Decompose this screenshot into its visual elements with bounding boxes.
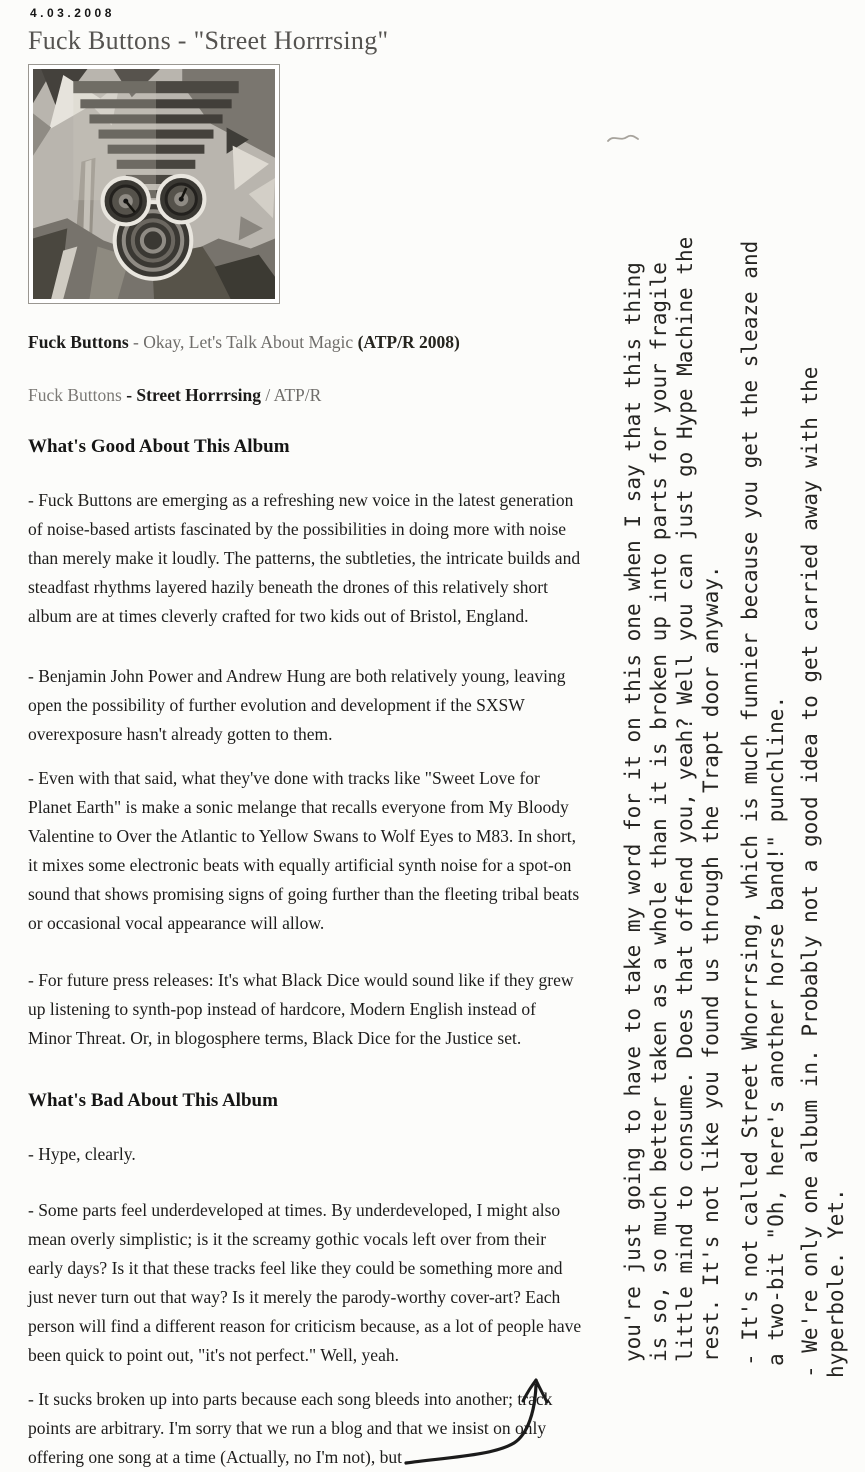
post-title: Fuck Buttons - "Street Horrrsing" bbox=[28, 26, 389, 55]
paragraph: - Benjamin John Power and Andrew Hung are both relatively young, leaving open the possibility of further evolution and development if the SXSW overexposure hasn't already gotten to them. bbox=[28, 666, 566, 744]
section-heading-good: What's Good About This Album bbox=[28, 436, 290, 457]
paragraph: - Some parts feel underdeveloped at times. By underdeveloped, I might also mean overly simplistic; is it the screamy gothic vocals left over from their early days? Is it that these tracks feel like they could be something more and just never turn out that way? Is it merely the parody-worthy cover-art? Each person will find a different reason for criticism because, as a lot of people have been quick to point out, "it's not perfect." Well, yeah. bbox=[28, 1200, 582, 1365]
release-line bbox=[28, 330, 584, 354]
record-label: (ATP/R 2008) bbox=[357, 332, 460, 352]
paragraph: - Fuck Buttons are emerging as a refreshing new voice in the latest generation of noise-based artists fascinated by the possibilities in doing more with noise than merely make it loudly. The patterns, the subtleties, the intricate builds and steadfast rhythms layered hazily beneath the drones of this relatively short album are at times cleverly crafted for two kids out of Bristol, England. bbox=[28, 490, 581, 626]
release-line bbox=[28, 383, 584, 407]
paragraph: - For future press releases: It's what Black Dice would sound like if they grew up listening to synth-pop instead of hardcore, Modern English instead of Minor Threat. Or, in blogosphere terms, Black Dice for the Justice set. bbox=[28, 970, 574, 1048]
section-heading-bad: What's Bad About This Album bbox=[28, 1090, 278, 1111]
record-label: / ATP/R bbox=[265, 385, 322, 405]
margin-note: you're just going to have to take my word for it on this one when I say that this thing is so, so much better taken as a whole than it is broken up into parts for your fragile little mind to consume. Does that offend you, yeah? Well you can just go Hype Machine the rest. It's not like you found us through the Trapt door anyway. bbox=[621, 236, 723, 1362]
post-date: 4.03.2008 bbox=[30, 6, 115, 20]
margin-note: - We're only one album in. Probably not a good idea to get carried away with the hyperbole. Yet. bbox=[798, 366, 848, 1378]
artist-name: Fuck Buttons bbox=[28, 385, 122, 405]
album-cover-image bbox=[33, 69, 275, 299]
paragraph: - Even with that said, what they've done with tracks like "Sweet Love for Planet Earth" is make a sonic melange that recalls everyone from My Bloody Valentine to Over the Atlantic to Yellow Swans to Wolf Eyes to M83. In short, it mixes some electronic beats with equally artificial synth noise for a spot-on sound that shows promising signs of going further than the fleeting tribal beats or occasional vocal appearance will allow. bbox=[28, 768, 580, 933]
artist-name: Fuck Buttons bbox=[28, 332, 129, 352]
album-cover-frame bbox=[28, 64, 280, 304]
margin-note: - It's not called Street Whorrrsing, which is much funnier because you get the sleaze and a two-bit "Oh, here's another horse band!" punchline. bbox=[738, 240, 788, 1366]
scan-squiggle-mark bbox=[606, 132, 640, 146]
paragraph bbox=[28, 1385, 584, 1472]
album-title: - Street Horrrsing bbox=[126, 385, 261, 405]
hand-drawn-arrow bbox=[402, 1451, 410, 1463]
paragraph-text: - It sucks broken up into parts because each song bleeds into another; track points are arbitrary. I'm sorry that we run a blog and that we insist on only offering one song at a time (Actually, no I'm not), but bbox=[28, 1389, 553, 1467]
paragraph: - Hype, clearly. bbox=[28, 1144, 136, 1164]
album-title: - Okay, Let's Talk About Magic bbox=[133, 332, 354, 352]
